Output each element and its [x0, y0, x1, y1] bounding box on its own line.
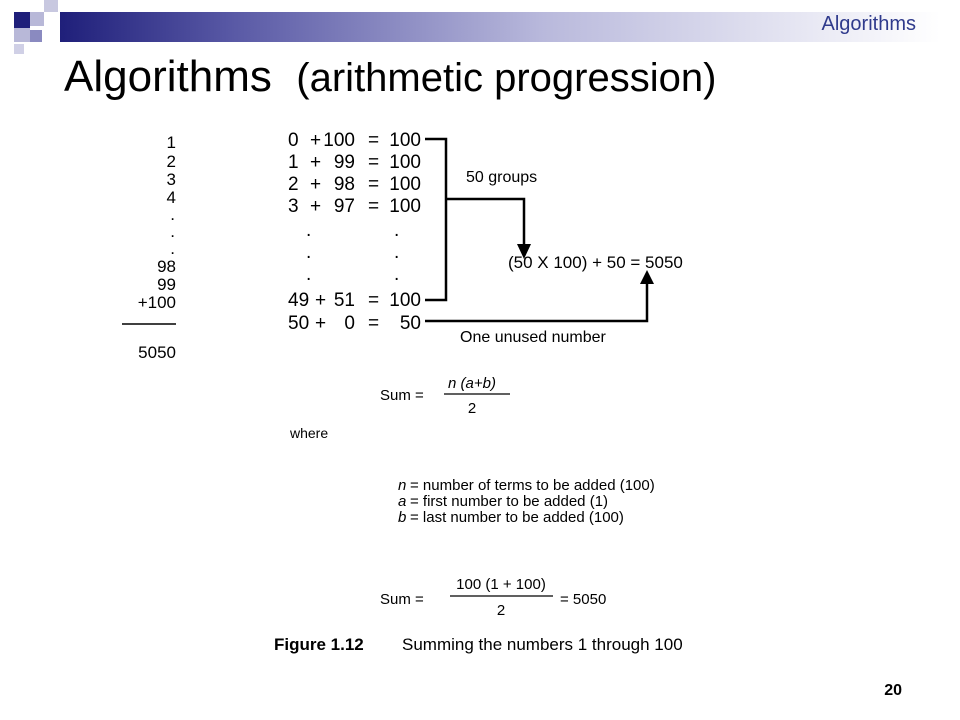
pair-sum: 100 — [389, 152, 421, 173]
final-denominator: 2 — [496, 602, 506, 619]
pair-sum: 100 — [389, 290, 421, 311]
pair-dot: . — [394, 242, 400, 263]
page-number: 20 — [884, 682, 902, 699]
pair-b: 99 — [333, 152, 355, 173]
pair-sum: 100 — [389, 174, 421, 195]
sum-denominator: 2 — [467, 400, 477, 417]
pair-plus: + — [315, 313, 327, 334]
definitions — [398, 477, 655, 526]
slide-title — [64, 52, 716, 102]
pair-eq: = — [368, 152, 380, 173]
pair-b: 51 — [333, 290, 355, 311]
column-item: . — [170, 239, 175, 258]
column-item: . — [170, 222, 175, 241]
slide-title-sub: (arithmetic progression) — [296, 56, 717, 100]
figure-1-12 — [120, 122, 760, 662]
pair-a: 3 — [288, 196, 299, 217]
corner-square-1 — [14, 12, 30, 28]
corner-square-2 — [30, 12, 44, 26]
pair-a: 49 — [288, 290, 310, 311]
running-title: Algorithms — [821, 13, 916, 35]
header-bar — [60, 12, 940, 42]
column-sum — [122, 133, 176, 362]
where-label: where — [290, 425, 329, 441]
pair-eq: = — [368, 290, 380, 311]
pair-b: 0 — [344, 313, 355, 334]
column-item: 99 — [157, 275, 176, 294]
sum-numerator: n (a+b) — [448, 375, 496, 392]
pair-b: 97 — [333, 196, 355, 217]
pair-a: 0 — [288, 130, 299, 151]
pair-eq: = — [368, 130, 380, 151]
pair-eq: = — [368, 196, 380, 217]
pair-a: 50 — [288, 313, 310, 334]
pair-eq: = — [368, 174, 380, 195]
pair-dot: . — [306, 242, 312, 263]
def-var-n: n — [398, 477, 407, 494]
pair-a: 1 — [288, 152, 299, 173]
pair-dot: . — [306, 220, 312, 241]
pair-a: 2 — [288, 174, 299, 195]
figure-caption: Summing the numbers 1 through 100 — [402, 635, 683, 654]
figure-number: Figure 1.12 — [274, 635, 364, 654]
pair-plus: + — [315, 290, 327, 311]
final-sum-label: Sum = — [380, 591, 424, 608]
column-item: 4 — [166, 188, 176, 207]
sum-label: Sum = — [380, 387, 424, 404]
bracket-arrows — [425, 139, 647, 321]
column-item: 2 — [166, 152, 176, 171]
pair-dot: . — [394, 220, 400, 241]
column-item: 1 — [166, 133, 176, 152]
def-text-b: = last number to be added (100) — [410, 509, 624, 526]
slide-title-main: Algorithms — [64, 52, 272, 101]
pair-dot: . — [306, 264, 312, 285]
result-expression: (50 X 100) + 50 = 5050 — [508, 253, 683, 272]
groups-label: 50 groups — [466, 169, 538, 186]
pair-plus: + — [310, 174, 322, 195]
corner-square-5 — [30, 30, 42, 42]
pair-sum: 100 — [389, 196, 421, 217]
corner-square-4 — [14, 28, 30, 42]
final-result: = 5050 — [560, 591, 607, 608]
final-numerator: 100 (1 + 100) — [456, 576, 546, 593]
corner-square-6 — [14, 44, 24, 54]
pair-plus: + — [310, 152, 322, 173]
pair-rows — [288, 130, 421, 334]
pair-dot: . — [394, 264, 400, 285]
pair-b: 98 — [333, 174, 355, 195]
pair-eq: = — [368, 313, 380, 334]
column-total: 5050 — [138, 343, 176, 362]
pair-plus: + — [310, 196, 322, 217]
pair-sum: 50 — [399, 313, 421, 334]
column-item: . — [170, 205, 175, 224]
pair-b: 100 — [323, 130, 355, 151]
def-text-a: = first number to be added (1) — [410, 493, 609, 510]
def-var-a: a — [398, 493, 407, 510]
unused-label: One unused number — [460, 329, 606, 346]
column-item: 3 — [166, 170, 176, 189]
column-item: 98 — [157, 257, 176, 276]
def-text-n: = number of terms to be added (100) — [410, 477, 655, 494]
pair-sum: 100 — [389, 130, 421, 151]
def-var-b: b — [398, 509, 407, 526]
corner-square-3 — [44, 0, 58, 12]
pair-plus: + — [310, 130, 322, 151]
column-item: +100 — [137, 293, 176, 312]
